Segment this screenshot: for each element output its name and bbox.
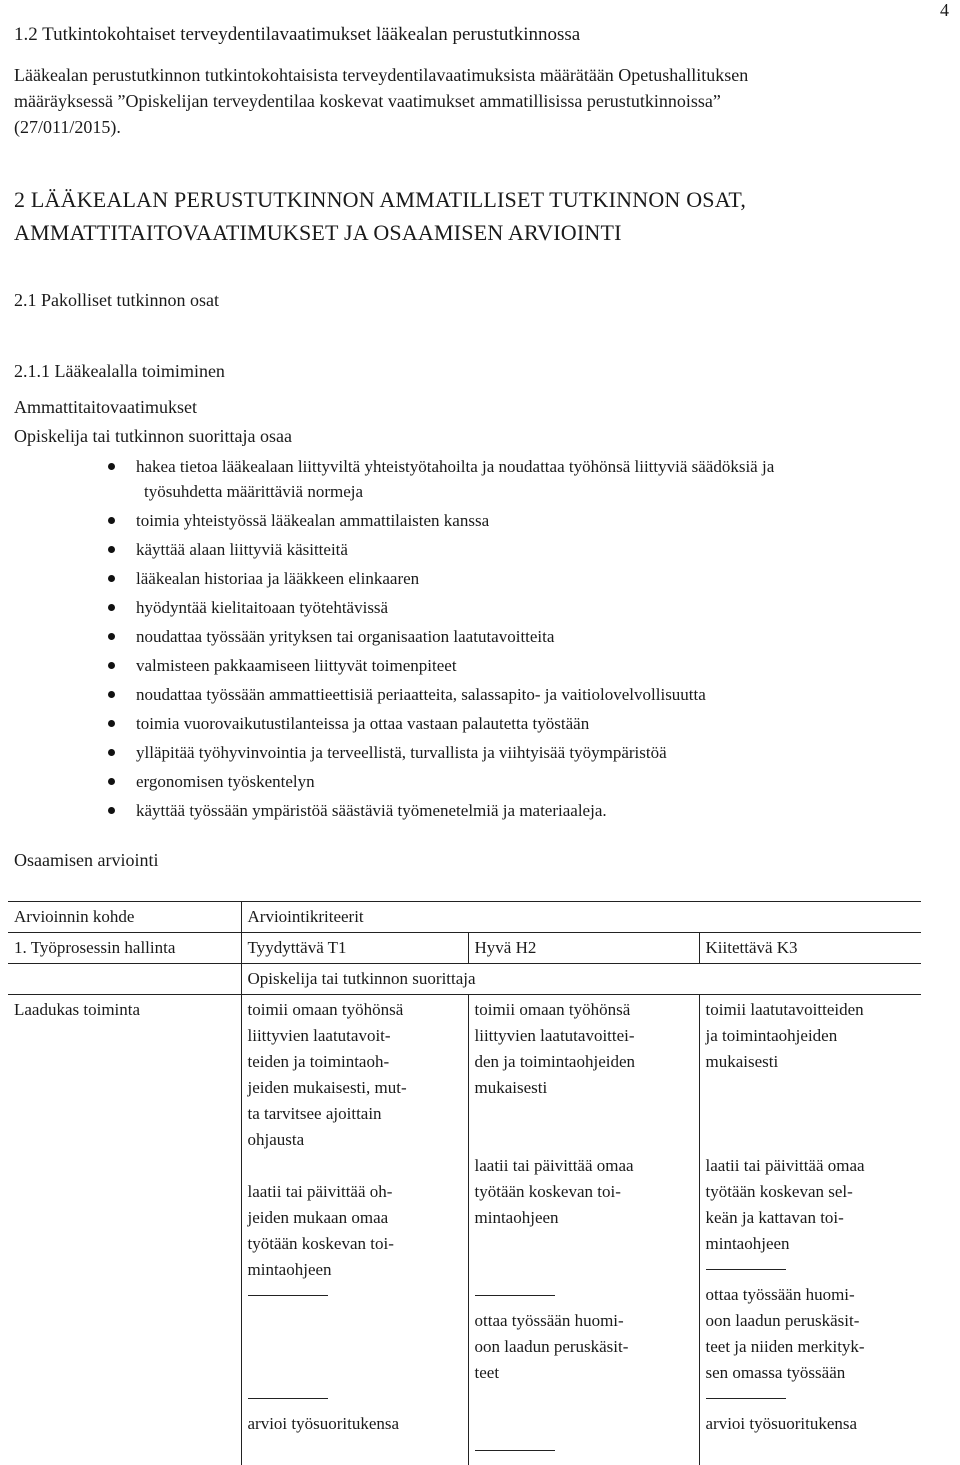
body-line: määräyksessä ”Opiskelijan terveydentilaa koskevat vaatimukset ammatillisissa perustutkinnoissa”: [14, 88, 934, 114]
grade-h2: Hyvä H2: [468, 933, 699, 964]
bullet-icon: [108, 517, 115, 524]
divider: [706, 1269, 786, 1270]
requirements-label: Ammattitaitovaatimukset: [14, 397, 197, 418]
list-item: käyttää työssään ympäristöä säästäviä työmenetelmiä ja materiaaleja.: [104, 798, 774, 823]
bullet-icon: [108, 633, 115, 640]
requirements-intro: Opiskelija tai tutkinnon suorittaja osaa: [14, 426, 292, 447]
list-item: toimia yhteistyössä lääkealan ammattilaisten kanssa: [104, 508, 774, 533]
cell-h2: toimii omaan työhönsä liittyvien laatutavoittei- den ja toimintaohjeiden mukaisesti laatii tai päivittää omaa työtään koskevan toi- mintaohjeen ottaa työssään huomi- oon laadun peruskäsit- teet: [468, 995, 699, 1465]
list-item: hyödyntää kielitaitoaan työtehtävissä: [104, 595, 774, 620]
assessment-label: Osaamisen arviointi: [14, 850, 158, 871]
bullet-icon: [108, 720, 115, 727]
cell-t1: toimii omaan työhönsä liittyvien laatutavoit- teiden ja toimintaoh- jeiden mukaisesti, mut- ta tarvitsee ajoittain ohjausta laatii tai päivittää oh- jeiden mukaan omaa työtään koskevan toi- mintaohjeen arvioi työsuoritukensa: [241, 995, 468, 1465]
bullet-icon: [108, 691, 115, 698]
target-cell: 1. Työprosessin hallinta: [8, 933, 241, 964]
table-header-row: [8, 902, 921, 933]
table-grade-row: [8, 933, 921, 964]
cell-k3: toimii laatutavoitteiden ja toimintaohjeiden mukaisesti laatii tai päivittää omaa työtään koskevan sel- keän ja kattavan toi- mintaohjeen ottaa työssään huomi- oon laadun peruskäsit- teet ja niiden merkityk- sen omassa työssään arvioi työsuoritukensa: [699, 995, 921, 1465]
divider: [475, 1295, 555, 1296]
header-criteria: Arviointikriteerit: [241, 902, 921, 933]
page-number: 4: [940, 0, 949, 21]
bullet-icon: [108, 778, 115, 785]
grade-t1: Tyydyttävä T1: [241, 933, 468, 964]
section-1-2-heading: 1.2 Tutkintokohtaiset terveydentilavaatimukset lääkealan perustutkinnossa: [14, 24, 580, 46]
bullet-icon: [108, 662, 115, 669]
criteria-table: [8, 901, 921, 1465]
section-2-1-heading: 2.1 Pakolliset tutkinnon osat: [14, 290, 219, 311]
body-line: Lääkealan perustutkinnon tutkintokohtaisista terveydentilavaatimuksista määrätään Opetushallituksen: [14, 62, 934, 88]
section-2-heading: [14, 183, 746, 249]
bullet-icon: [108, 463, 115, 470]
bullet-icon: [108, 807, 115, 814]
grade-k3: Kiitettävä K3: [699, 933, 921, 964]
divider: [248, 1398, 328, 1399]
bullet-icon: [108, 575, 115, 582]
list-item: ylläpitää työhyvinvointia ja terveellistä, turvallista ja viihtyisää työympäristöä: [104, 740, 774, 765]
table-performer-row: [8, 964, 921, 995]
section-1-2-body: [14, 62, 934, 140]
list-item: noudattaa työssään yrityksen tai organisaation laatutavoitteita: [104, 624, 774, 649]
body-line: (27/011/2015).: [14, 114, 934, 140]
list-item: lääkealan historiaa ja lääkkeen elinkaaren: [104, 566, 774, 591]
section-2-1-1-heading: 2.1.1 Lääkealalla toimiminen: [14, 361, 225, 382]
table-row: [8, 995, 921, 1465]
bullet-icon: [108, 604, 115, 611]
heading-line: 2 LÄÄKEALAN PERUSTUTKINNON AMMATILLISET TUTKINNON OSAT,: [14, 183, 746, 216]
divider: [248, 1295, 328, 1296]
header-target: Arvioinnin kohde: [8, 902, 241, 933]
list-item: valmisteen pakkaamiseen liittyvät toimenpiteet: [104, 653, 774, 678]
performer-cell: Opiskelija tai tutkinnon suorittaja: [241, 964, 921, 995]
list-item: ergonomisen työskentelyn: [104, 769, 774, 794]
bullet-icon: [108, 749, 115, 756]
bullet-icon: [108, 546, 115, 553]
list-item: käyttää alaan liittyviä käsitteitä: [104, 537, 774, 562]
divider: [706, 1398, 786, 1399]
list-item: toimia vuorovaikutustilanteissa ja ottaa vastaan palautetta työstään: [104, 711, 774, 736]
row-label: Laadukas toiminta: [8, 995, 241, 1465]
heading-line: AMMATTITAITOVAATIMUKSET JA OSAAMISEN ARVIOINTI: [14, 216, 746, 249]
list-item: noudattaa työssään ammattieettisiä periaatteita, salassapito- ja vaitiolovelvollisuutta: [104, 682, 774, 707]
requirements-list: [104, 454, 774, 827]
list-item: hakea tietoa lääkealaan liittyviltä yhteistyötahoilta ja noudattaa työhönsä liittyviä säädöksiä ja työsuhdetta määrittäviä normeja: [104, 454, 774, 504]
